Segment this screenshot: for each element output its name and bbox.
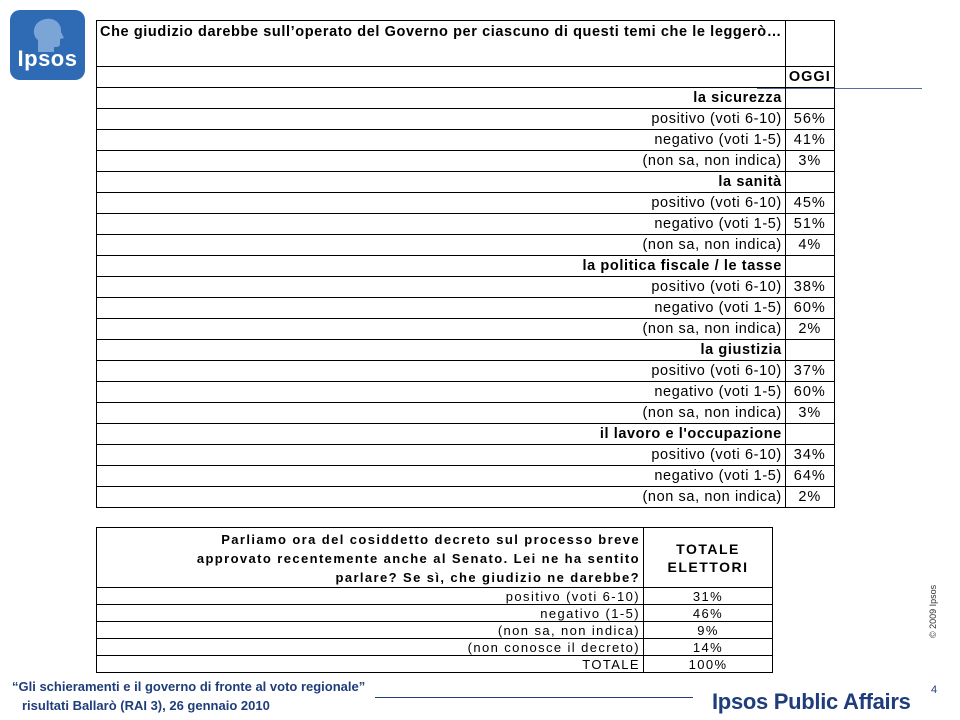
- row-label: (non sa, non indica): [97, 151, 786, 172]
- column-header-totale-elettori: [644, 528, 773, 588]
- table-row: [97, 214, 835, 235]
- question-line: Parliamo ora del cosiddetto decreto sul processo breve: [221, 532, 640, 547]
- table-row: [97, 528, 773, 588]
- table-row: [97, 235, 835, 256]
- footer-subtitle: risultati Ballarò (RAI 3), 26 gennaio 2010: [22, 698, 270, 713]
- table-row: [97, 21, 835, 67]
- column-header-oggi: OGGI: [785, 67, 834, 88]
- logo-text: Ipsos: [17, 46, 78, 71]
- brand-name: Ipsos Public Affairs: [712, 689, 911, 714]
- row-value: 60%: [785, 382, 834, 403]
- row-label: negativo (voti 1-5): [97, 298, 786, 319]
- topic-row: [97, 340, 835, 361]
- topic-row: [97, 172, 835, 193]
- footer-title: “Gli schieramenti e il governo di fronte al voto regionale”: [12, 679, 366, 694]
- table-row: [97, 130, 835, 151]
- row-value: 46%: [644, 605, 773, 622]
- row-label: positivo (voti 6-10): [97, 277, 786, 298]
- table-row: [97, 588, 773, 605]
- row-label: (non sa, non indica): [97, 403, 786, 424]
- row-label: positivo (voti 6-10): [97, 361, 786, 382]
- table-row: [97, 656, 773, 673]
- row-value: 2%: [785, 487, 834, 508]
- question-line: parlare? Se sì, che giudizio ne darebbe?: [335, 570, 640, 585]
- table-row: [97, 298, 835, 319]
- topic-label: la sicurezza: [97, 88, 786, 109]
- row-label: negativo (voti 1-5): [97, 382, 786, 403]
- table-row: [97, 403, 835, 424]
- row-label: (non conosce il decreto): [97, 639, 644, 656]
- topic-label: la politica fiscale / le tasse: [97, 256, 786, 277]
- row-value: 14%: [644, 639, 773, 656]
- footer-divider: [375, 697, 693, 698]
- row-label: positivo (voti 6-10): [97, 193, 786, 214]
- empty-cell: [785, 172, 834, 193]
- question-cell: Che giudizio darebbe sull’operato del Governo per ciascuno di questi temi che le leggerò…: [97, 21, 786, 67]
- row-label: positivo (voti 6-10): [97, 109, 786, 130]
- row-label: negativo (voti 1-5): [97, 214, 786, 235]
- row-value: 31%: [644, 588, 773, 605]
- row-value: 60%: [785, 298, 834, 319]
- empty-cell: [785, 256, 834, 277]
- row-label: negativo (voti 1-5): [97, 466, 786, 487]
- row-label: negativo (1-5): [97, 605, 644, 622]
- empty-cell: [785, 88, 834, 109]
- table-row: [97, 622, 773, 639]
- row-value: 38%: [785, 277, 834, 298]
- row-value: 4%: [785, 235, 834, 256]
- table-row: [97, 605, 773, 622]
- row-label: negativo (voti 1-5): [97, 130, 786, 151]
- table-row: [97, 319, 835, 340]
- topic-label: il lavoro e l'occupazione: [97, 424, 786, 445]
- row-value: 34%: [785, 445, 834, 466]
- page-number: 4: [931, 684, 938, 696]
- row-value: 37%: [785, 361, 834, 382]
- row-value: 51%: [785, 214, 834, 235]
- empty-cell: [785, 340, 834, 361]
- topic-label: la giustizia: [97, 340, 786, 361]
- table-row: [97, 639, 773, 656]
- row-value: 2%: [785, 319, 834, 340]
- row-value: 3%: [785, 151, 834, 172]
- table-row: [97, 109, 835, 130]
- question-cell: [97, 528, 644, 588]
- table-row: [97, 361, 835, 382]
- row-label: positivo (voti 6-10): [97, 445, 786, 466]
- table-row: [97, 67, 835, 88]
- row-label: (non sa, non indica): [97, 235, 786, 256]
- table-row: [97, 445, 835, 466]
- row-value: 64%: [785, 466, 834, 487]
- row-label: positivo (voti 6-10): [97, 588, 644, 605]
- empty-cell: [97, 67, 786, 88]
- row-label: (non sa, non indica): [97, 622, 644, 639]
- table-row: [97, 193, 835, 214]
- row-value: 41%: [785, 130, 834, 151]
- row-label: (non sa, non indica): [97, 487, 786, 508]
- empty-cell: [785, 21, 834, 67]
- empty-cell: [785, 424, 834, 445]
- row-value: 45%: [785, 193, 834, 214]
- header-line: ELETTORI: [667, 558, 749, 575]
- question-line: approvato recentemente anche al Senato. Lei ne ha sentito: [196, 551, 640, 566]
- processo-breve-table: [96, 527, 773, 673]
- table-row: [97, 151, 835, 172]
- table-row: [97, 466, 835, 487]
- header-line: TOTALE: [676, 540, 740, 557]
- topic-label: la sanità: [97, 172, 786, 193]
- ipsos-logo: [10, 10, 85, 80]
- row-value: 9%: [644, 622, 773, 639]
- table-row: [97, 277, 835, 298]
- topic-row: [97, 256, 835, 277]
- table-row: [97, 487, 835, 508]
- row-label: (non sa, non indica): [97, 319, 786, 340]
- row-value: 100%: [644, 656, 773, 673]
- copyright-text: © 2009 Ipsos: [928, 584, 938, 638]
- row-value: 3%: [785, 403, 834, 424]
- topic-row: [97, 424, 835, 445]
- topic-row: [97, 88, 835, 109]
- row-value: 56%: [785, 109, 834, 130]
- row-label: TOTALE: [97, 656, 644, 673]
- government-judgment-table: [96, 20, 835, 508]
- table-row: [97, 382, 835, 403]
